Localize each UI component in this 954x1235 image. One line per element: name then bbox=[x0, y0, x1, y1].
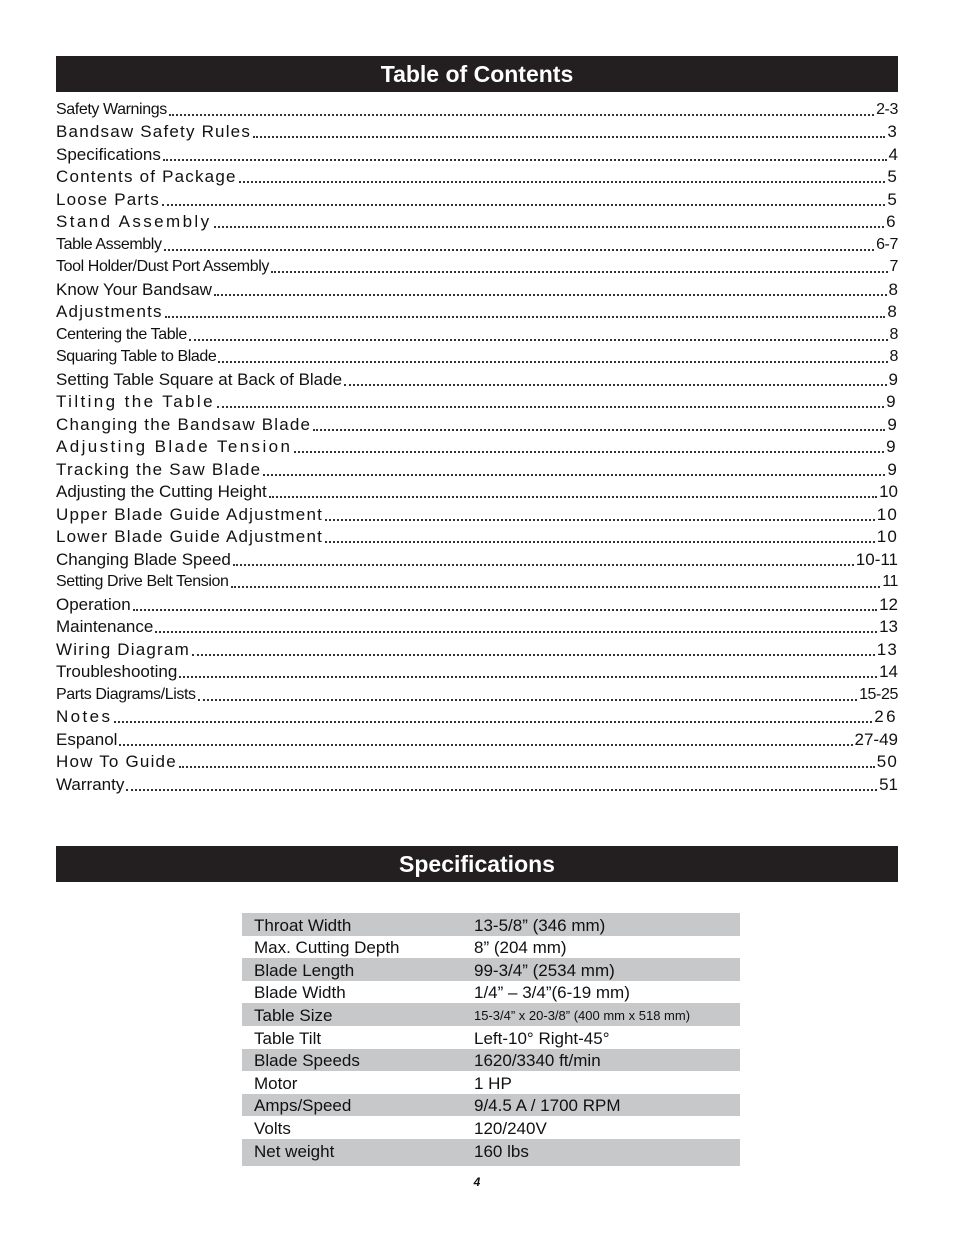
toc-leader-dots bbox=[214, 274, 887, 296]
table-row bbox=[242, 981, 740, 1004]
toc-leader-dots bbox=[253, 116, 885, 138]
toc-entry-title: Operation bbox=[56, 594, 131, 614]
spec-value: Left-10° Right-45° bbox=[474, 1028, 610, 1048]
toc-leader-dots bbox=[231, 566, 881, 588]
toc-leader-dots bbox=[218, 341, 887, 363]
toc-entry-page: 26 bbox=[874, 707, 898, 726]
spec-value: 160 lbs bbox=[474, 1139, 740, 1166]
spec-value: 13-5/8” (346 mm) bbox=[474, 913, 740, 936]
toc-leader-dots bbox=[294, 431, 884, 453]
spec-value: 9/4.5 A / 1700 RPM bbox=[474, 1094, 740, 1117]
toc-entry-page: 6 bbox=[886, 212, 898, 231]
toc-entry-page: 10 bbox=[879, 482, 898, 501]
toc-leader-dots bbox=[217, 386, 884, 408]
toc-leader-dots bbox=[114, 701, 872, 723]
toc-leader-dots bbox=[271, 251, 888, 273]
spec-label: Max. Cutting Depth bbox=[254, 938, 400, 958]
toc-entry-page: 9 bbox=[886, 437, 898, 456]
spec-label: Volts bbox=[254, 1118, 291, 1138]
toc-entry-page: 12 bbox=[879, 594, 898, 614]
toc-entry-page: 3 bbox=[887, 122, 898, 141]
toc-leader-dots bbox=[198, 679, 857, 701]
spec-value: 120/240V bbox=[474, 1118, 547, 1138]
table-row bbox=[242, 1116, 740, 1139]
table-row bbox=[242, 936, 740, 959]
toc-entry-page: 2-3 bbox=[876, 100, 898, 118]
toc-leader-dots bbox=[155, 611, 877, 633]
toc-leader-dots bbox=[325, 499, 875, 521]
toc-entry-title: Bandsaw Safety Rules bbox=[56, 122, 252, 141]
toc-leader-dots bbox=[179, 656, 877, 678]
toc-entry-page: 51 bbox=[879, 774, 898, 794]
table-row bbox=[242, 1071, 740, 1094]
toc-entry-title: Tilting the Table bbox=[56, 392, 215, 411]
toc-leader-dots bbox=[126, 769, 877, 791]
toc-leader-dots bbox=[162, 184, 885, 206]
spec-label: Motor bbox=[254, 1073, 298, 1093]
toc-entry-page: 9 bbox=[887, 414, 898, 434]
toc-entry-title: Loose Parts bbox=[56, 189, 160, 209]
toc-entry-page: 8 bbox=[889, 348, 898, 365]
toc-entry-page: 4 bbox=[888, 144, 898, 164]
toc-entry-page: 50 bbox=[876, 752, 898, 771]
toc-leader-dots bbox=[344, 364, 886, 386]
spec-value: 8” (204 mm) bbox=[474, 938, 567, 958]
toc-leader-dots bbox=[169, 94, 874, 116]
spec-label: Net weight bbox=[242, 1139, 474, 1166]
toc-entry-title: Espanol bbox=[56, 729, 118, 749]
spec-value: 1 HP bbox=[474, 1073, 512, 1093]
toc-entry-title: Troubleshooting bbox=[56, 662, 178, 681]
spec-label: Blade Length bbox=[242, 958, 474, 981]
spec-label: Table Tilt bbox=[254, 1028, 322, 1048]
toc-entry-title: Tracking the Saw Blade bbox=[56, 459, 262, 479]
toc-leader-dots bbox=[119, 724, 852, 746]
toc-entry-page: 14 bbox=[879, 662, 898, 681]
toc-entry-title: Lower Blade Guide Adjustment bbox=[56, 527, 324, 546]
table-row bbox=[242, 958, 740, 981]
toc-leader-dots bbox=[263, 454, 885, 476]
spec-value: 1620/3340 ft/min bbox=[474, 1049, 740, 1072]
toc-leader-dots bbox=[214, 206, 885, 228]
toc-entry-title: Changing Blade Speed bbox=[56, 549, 231, 569]
toc-entry-page: 6-7 bbox=[876, 235, 898, 253]
table-row bbox=[242, 1139, 740, 1166]
toc-entry-title: Notes bbox=[56, 707, 113, 726]
toc-leader-dots bbox=[189, 319, 888, 341]
spec-label: Blade Speeds bbox=[242, 1049, 474, 1072]
toc-entry-title: Contents of Package bbox=[56, 167, 237, 186]
toc-entry-title: Wiring Diagram bbox=[56, 639, 190, 659]
toc-entry-page: 9 bbox=[888, 369, 898, 389]
toc-entry-page: 10 bbox=[876, 527, 898, 546]
toc-entry-page: 8 bbox=[888, 279, 898, 299]
toc-heading: Table of Contents bbox=[380, 60, 574, 87]
toc-entry-title: Specifications bbox=[56, 144, 161, 164]
toc-entry-title: Adjusting Blade Tension bbox=[56, 437, 293, 456]
toc-entry-page: 8 bbox=[889, 325, 898, 343]
toc-entry bbox=[56, 772, 898, 795]
toc-leader-dots bbox=[239, 161, 886, 183]
toc-entry-title: Upper Blade Guide Adjustment bbox=[56, 504, 324, 524]
toc-heading-banner bbox=[56, 56, 898, 92]
toc-leader-dots bbox=[133, 589, 877, 611]
toc-entry-title: Adjusting the Cutting Height bbox=[56, 482, 267, 501]
toc-entry-title: Safety Warnings bbox=[56, 100, 167, 118]
toc-entry-title: Adjustments bbox=[56, 302, 163, 321]
toc-entry-page: 5 bbox=[887, 189, 898, 209]
toc-entry-title: Maintenance bbox=[56, 617, 154, 636]
toc-entry-title: How To Guide bbox=[56, 752, 177, 771]
specifications-table bbox=[242, 913, 740, 1166]
toc-entry-page: 9 bbox=[887, 459, 898, 479]
toc-entry-page: 10 bbox=[876, 504, 898, 524]
toc-entry-title: Setting Table Square at Back of Blade bbox=[56, 369, 343, 389]
toc-leader-dots bbox=[192, 634, 875, 656]
toc-leader-dots bbox=[313, 409, 885, 431]
table-row bbox=[242, 1026, 740, 1049]
spec-label: Amps/Speed bbox=[242, 1094, 474, 1117]
spec-value: 99-3/4” (2534 mm) bbox=[474, 958, 740, 981]
toc-leader-dots bbox=[179, 746, 875, 768]
specifications-heading: Specifications bbox=[399, 850, 555, 877]
toc-leader-dots bbox=[164, 229, 874, 251]
toc-entry-title: Warranty bbox=[56, 774, 125, 794]
toc-entry-title: Table Assembly bbox=[56, 235, 162, 253]
toc-entry-title: Know Your Bandsaw bbox=[56, 279, 212, 299]
spec-label: Blade Width bbox=[254, 983, 346, 1003]
spec-value: 1/4” – 3/4”(6-19 mm) bbox=[474, 983, 630, 1003]
toc-leader-dots bbox=[269, 476, 877, 498]
page-number: 4 bbox=[473, 1175, 481, 1189]
toc-entry-page: 13 bbox=[879, 617, 898, 636]
toc-entry-page: 8 bbox=[887, 302, 898, 321]
toc-entry-title: Squaring Table to Blade bbox=[56, 348, 217, 365]
toc-entry-page: 9 bbox=[886, 392, 898, 411]
toc-entry-page: 11 bbox=[882, 573, 898, 590]
table-row bbox=[242, 1049, 740, 1072]
spec-label: Table Size bbox=[242, 1003, 474, 1026]
toc-entry-page: 13 bbox=[876, 639, 898, 659]
toc-leader-dots bbox=[163, 139, 887, 161]
toc-entry-title: Parts Diagrams/Lists bbox=[56, 685, 196, 703]
toc-entry-title: Stand Assembly bbox=[56, 212, 212, 231]
toc-leader-dots bbox=[233, 544, 854, 566]
spec-label: Throat Width bbox=[242, 913, 474, 936]
table-row bbox=[242, 1003, 740, 1026]
table-row bbox=[242, 913, 740, 936]
toc-entry-title: Centering the Table bbox=[56, 325, 187, 343]
toc-entry-page: 7 bbox=[889, 258, 898, 275]
toc-entry-page: 5 bbox=[887, 167, 898, 186]
toc-leader-dots bbox=[165, 296, 886, 318]
table-row bbox=[242, 1094, 740, 1117]
toc-entry-page: 15-25 bbox=[859, 685, 898, 703]
table-of-contents bbox=[56, 97, 898, 795]
toc-entry-title: Setting Drive Belt Tension bbox=[56, 573, 229, 590]
toc-entry-title: Tool Holder/Dust Port Assembly bbox=[56, 258, 269, 275]
toc-entry-page: 27-49 bbox=[854, 729, 898, 749]
specifications-heading-banner bbox=[56, 846, 898, 882]
toc-entry-page: 10-11 bbox=[855, 549, 898, 569]
toc-entry-title: Changing the Bandsaw Blade bbox=[56, 414, 312, 434]
spec-value: 15-3/4” x 20-3/8” (400 mm x 518 mm) bbox=[474, 1003, 740, 1026]
toc-leader-dots bbox=[325, 521, 875, 543]
